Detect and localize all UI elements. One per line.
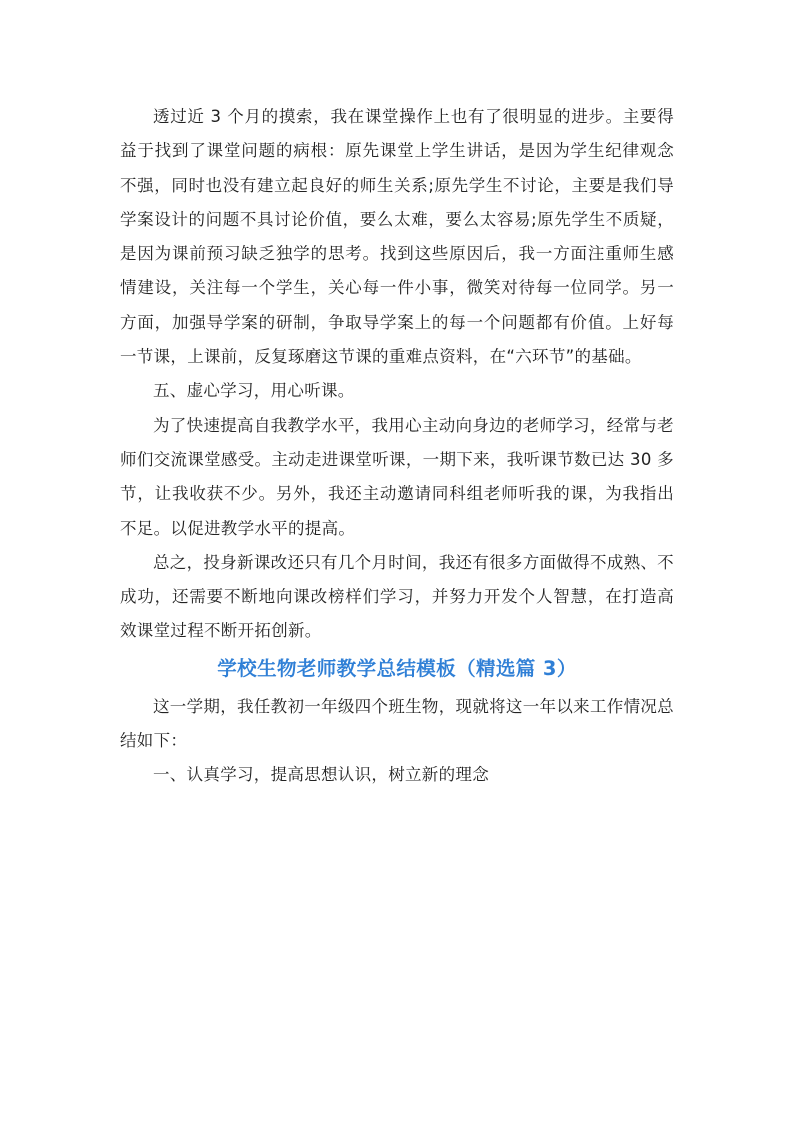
paragraph-intro: 这一学期，我任教初一年级四个班生物，现就将这一年以来工作情况总结如下： <box>120 696 674 751</box>
paragraph-progress: 透过近 3 个月的摸索，我在课堂操作上也有了很明显的进步。主要得益于找到了课堂问题的病根：原先课堂上学生讲话，是因为学生纪律观念不强，同时也没有建立起良好的师生关系;原先学生不讨论，主要是我们导学案设计的问题不具讨论价值，要么太难，要么太容易;原先学生不质疑，是因为课前预习缺乏独学的思考。找到这些原因后，我一方面注重师生感情建设，关注每一个学生，关心每一件小事，微笑对待每一位同学。另一方面，加强导学案的研制，争取导学案上的每一个问题都有价值。上好每一节课，上课前，反复琢磨这节课的重难点资料，在“六环节”的基础。 <box>120 107 674 367</box>
paragraph-conclusion: 总之，投身新课改还只有几个月时间，我还有很多方面做得不成熟、不成功，还需要不断地向课改榜样们学习，并努力开发个人智慧，在打造高效课堂过程不断开拓创新。 <box>120 552 674 641</box>
document-page <box>120 100 674 793</box>
paragraph-learning: 为了快速提高自我教学水平，我用心主动向身边的老师学习，经常与老师们交流课堂感受。主动走进课堂听课，一期下来，我听课节数已达 30 多节，让我收获不少。另外，我还主动邀请同科组老师听我的课，为我指出不足。以促进教学水平的提高。 <box>120 415 674 538</box>
paragraph-heading-one: 一、认真学习，提高思想认识，树立新的理念 <box>153 765 489 785</box>
paragraph-heading-five: 五、虚心学习，用心听课。 <box>153 381 355 401</box>
section-title: 学校生物老师教学总结模板（精选篇 3） <box>217 656 577 680</box>
